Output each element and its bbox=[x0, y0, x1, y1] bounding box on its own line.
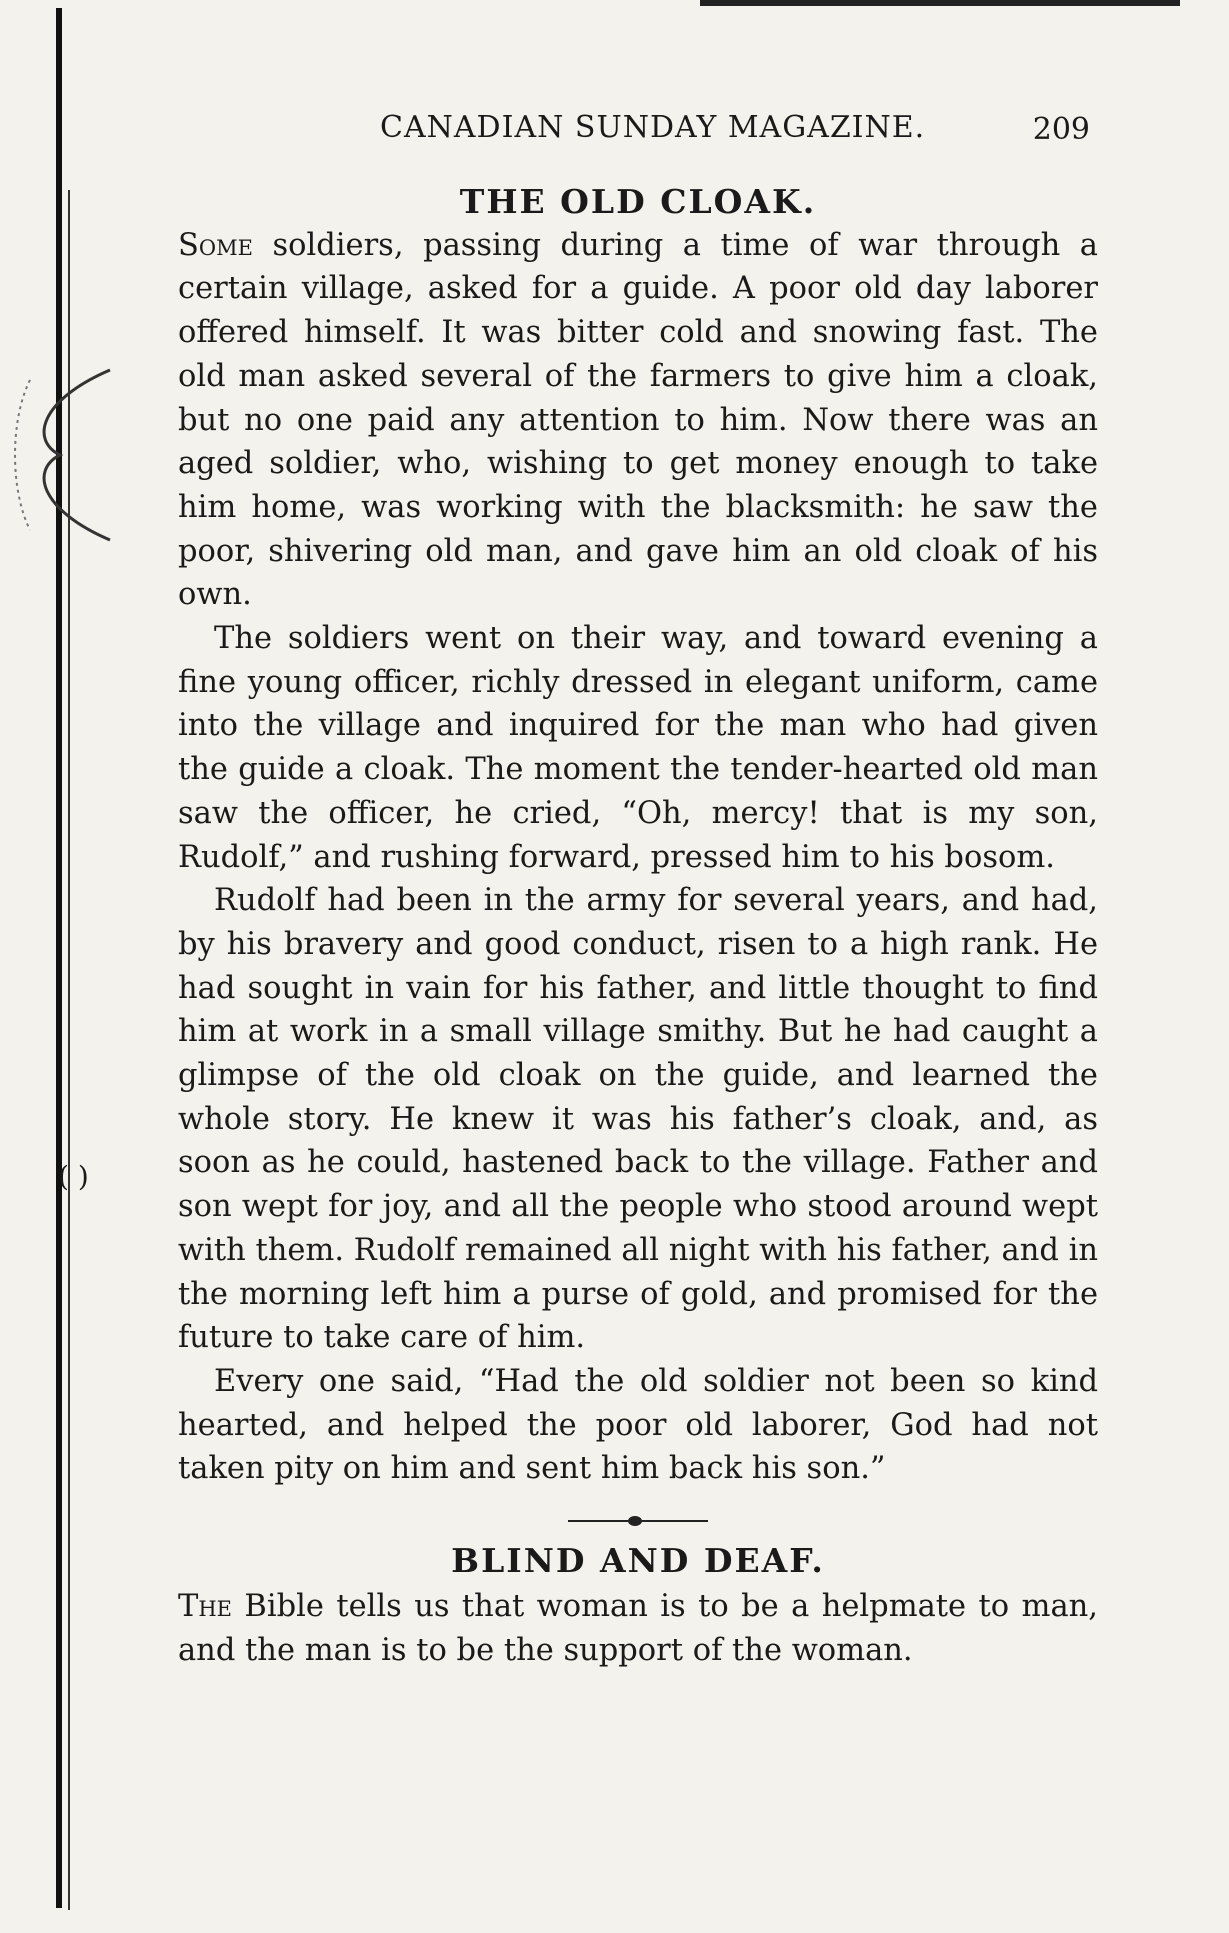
running-title: CANADIAN SUNDAY MAGAZINE. bbox=[380, 110, 926, 145]
margin-bracket-ornament bbox=[10, 360, 120, 550]
binding-edge bbox=[56, 8, 62, 1908]
divider-ornament bbox=[568, 1520, 708, 1522]
paragraph-text: Bible tells us that woman is to be a helpmate to man, and the man is to be the support of the woman. bbox=[178, 1588, 1098, 1668]
margin-paren-mark: ( ) bbox=[58, 1160, 89, 1193]
section-divider bbox=[568, 1511, 708, 1531]
page-number: 209 bbox=[1032, 112, 1090, 147]
article-paragraph: Rudolf had been in the army for several years, and had, by his bravery and good conduct, risen to a high rank. He had sought in vain for his father, and little thought to find him at work in a small village smithy. But he had caught a glimpse of the old cloak on the guide, and learned the whole story. He knew it was his father’s cloak, and, as soon as he could, hastened back to the village. Father and son wept for joy, and all the people who stood around wept with them. Rudolf remained all night with his father, and in the morning left him a purse of gold, and promised for the future to take care of him. bbox=[178, 883, 1098, 1356]
article-paragraph: The soldiers went on their way, and toward evening a fine young officer, richly dressed in elegant uniform, came into the village and inquired for the man who had given the guide a cloak. The moment the tender-hearted old man saw the officer, he cried, “Oh, mercy! that is my son, Rudolf,” and rushing forward, pressed him to his bosom. bbox=[178, 621, 1098, 875]
drop-lead-word: The bbox=[178, 1588, 232, 1624]
page-body bbox=[178, 180, 1098, 1672]
page-header bbox=[180, 110, 1140, 160]
article-paragraph bbox=[178, 224, 1098, 617]
article-title-old-cloak: THE OLD CLOAK. bbox=[459, 182, 817, 221]
article-title-blind-and-deaf: BLIND AND DEAF. bbox=[451, 1541, 825, 1581]
article-paragraph bbox=[178, 1585, 1098, 1672]
drop-lead-word: Some bbox=[178, 227, 253, 263]
page-top-rule bbox=[700, 0, 1180, 6]
article-paragraph: Every one said, “Had the old soldier not been so kind hearted, and helped the poor old laborer, God had not taken pity on him and sent him back his son.” bbox=[178, 1363, 1098, 1487]
paragraph-text: soldiers, passing during a time of war through a certain village, asked for a guide. A poor old day laborer offered himself. It was bitter cold and snowing fast. The old man asked several of the farmers to give him a cloak, but no one paid any attention to him. Now there was an aged soldier, who, wishing to get money enough to take him home, was working with the blacksmith: he saw the poor, shivering old man, and gave him an old cloak of his own. bbox=[178, 227, 1098, 613]
